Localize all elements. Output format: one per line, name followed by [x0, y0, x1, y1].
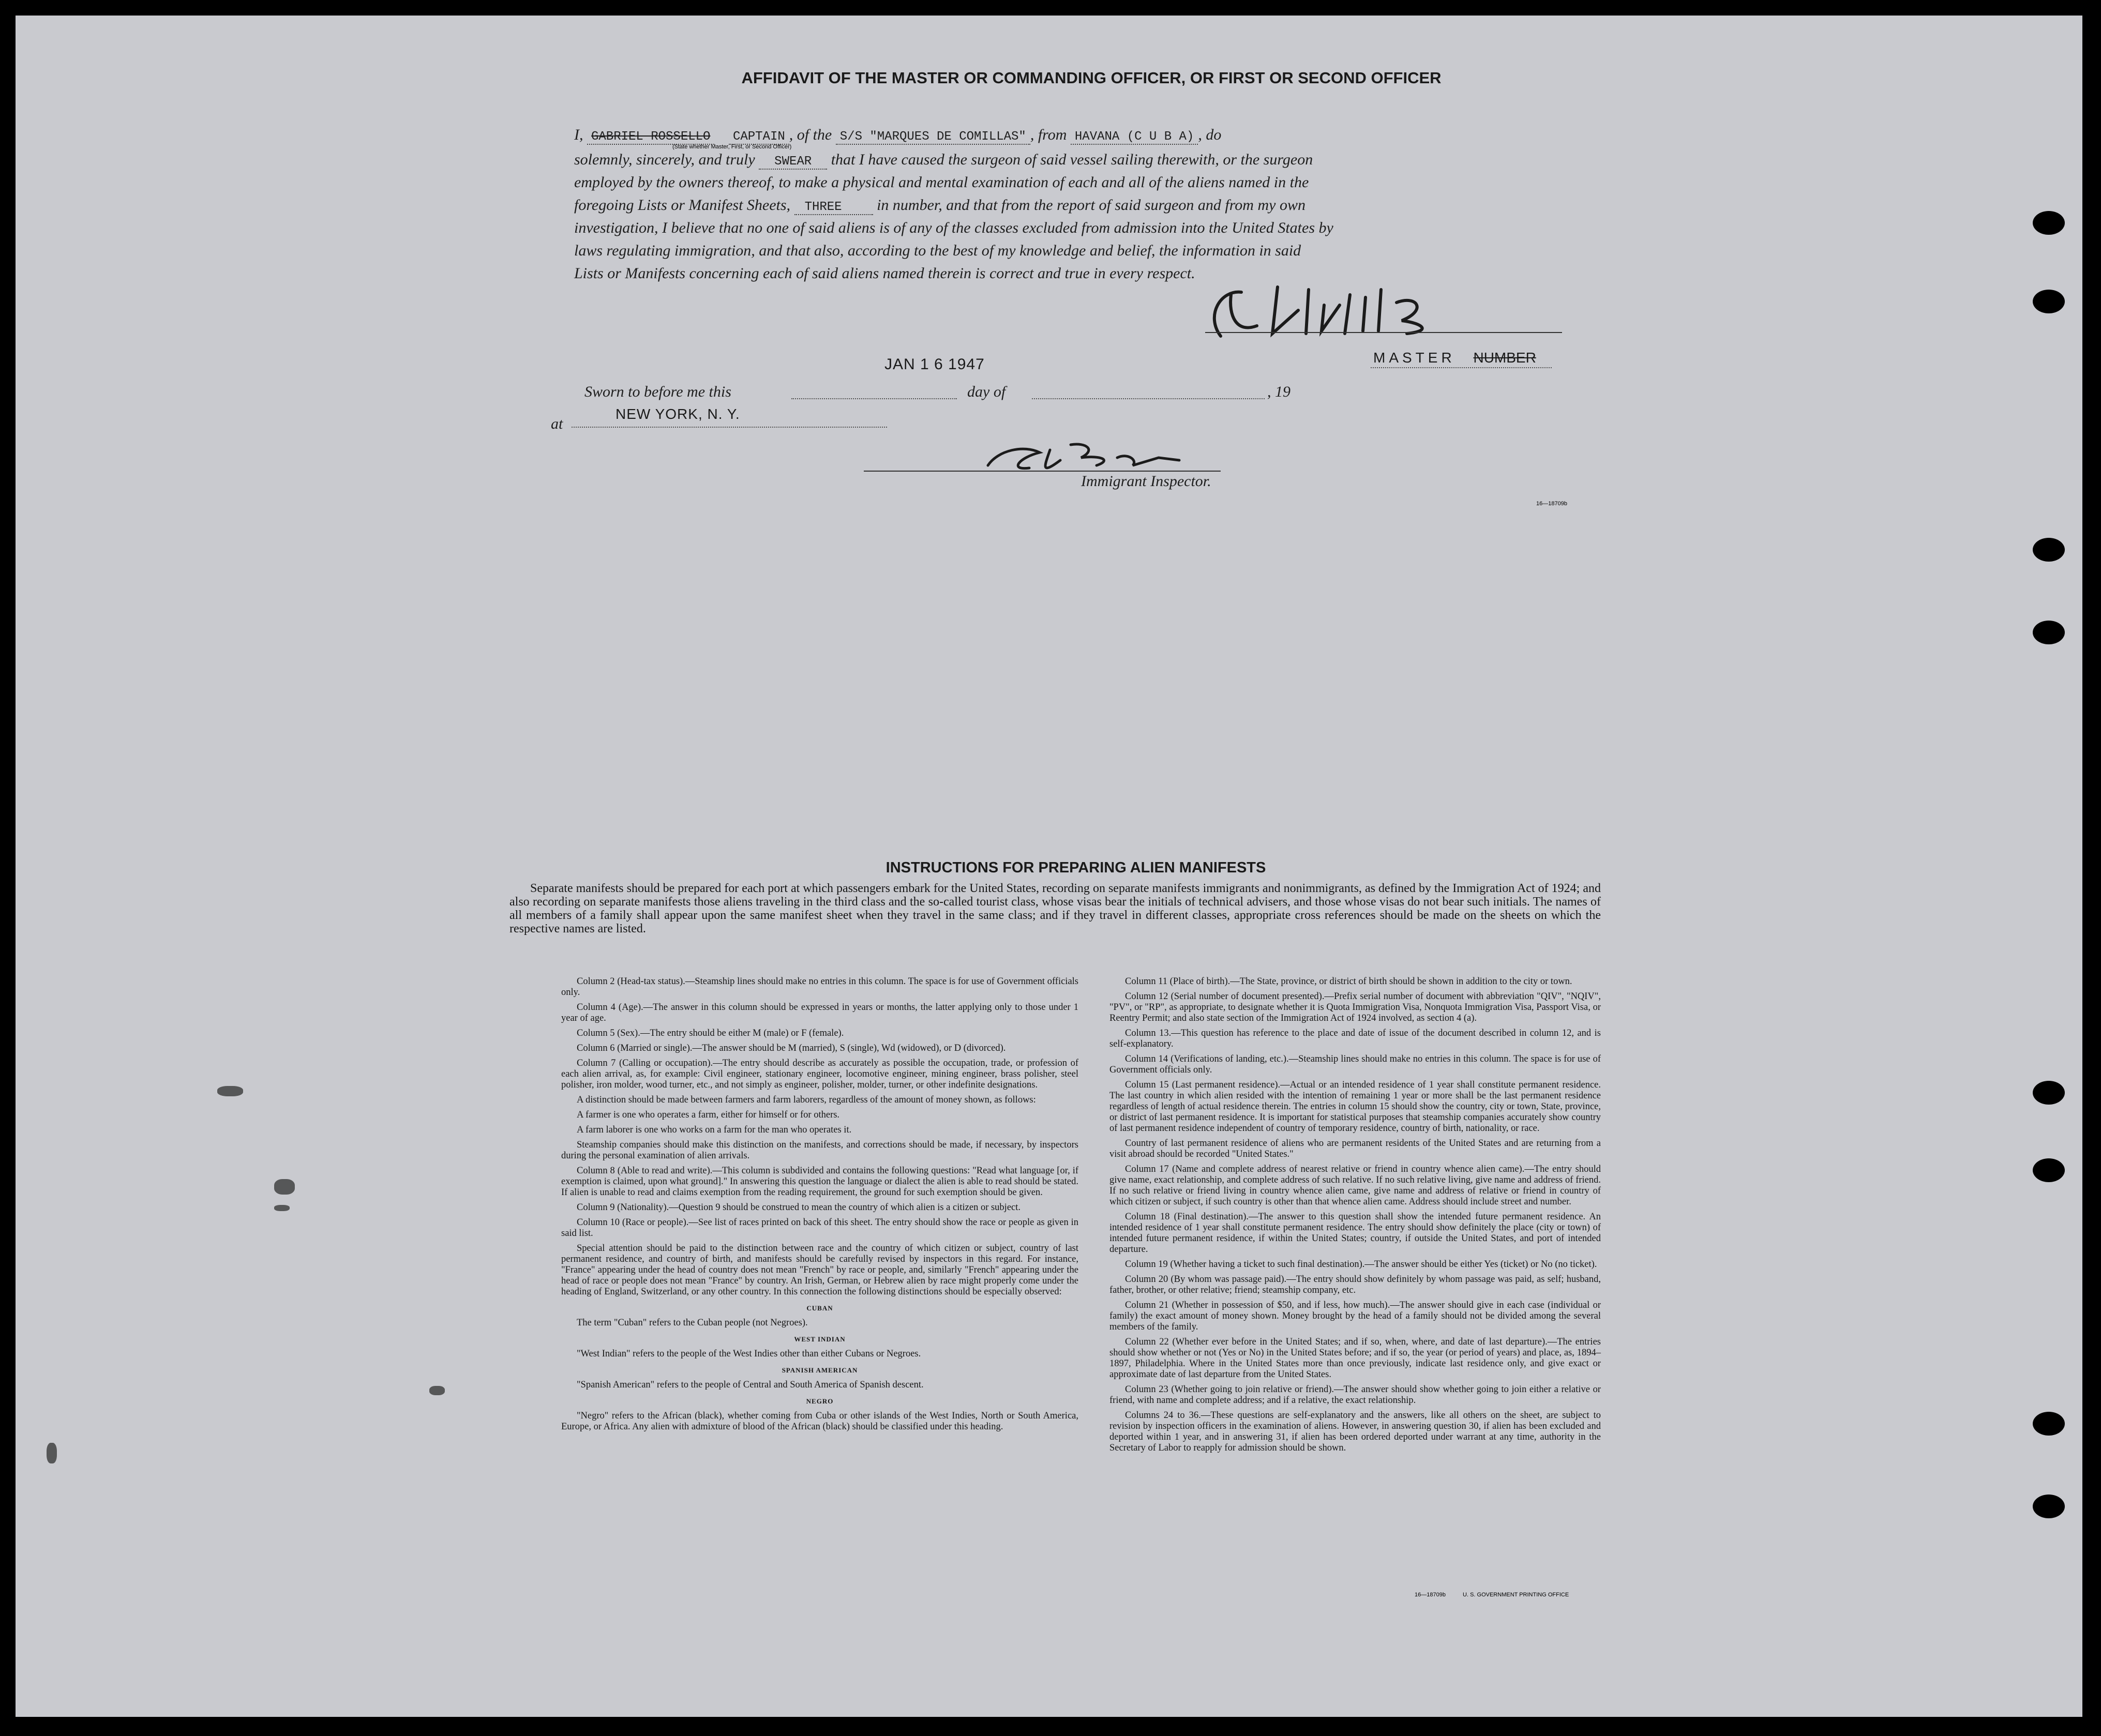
right-instruction-paragraph: Country of last permanent residence of aliens who are permanent residents of the United States and are returning from a visit abroad should be recorded "United States." [1109, 1138, 1601, 1159]
affidavit-i: I, [574, 126, 583, 143]
affidavit-line-6: laws regulating immigration, and that also, according to the best of my knowledge and belief, the information in said [574, 242, 1301, 259]
left-instruction-paragraph: A distinction should be made between farmers and farm laborers, regardless of the amount of money shown, as follows: [577, 1095, 1036, 1105]
binder-hole [2033, 538, 2065, 562]
instructions-left-column [561, 976, 1078, 1437]
master-title-line [1371, 367, 1552, 368]
binder-hole [2033, 1412, 2065, 1436]
left-instruction-paragraph: Column 5 (Sex).—The entry should be either M (male) or F (female). [577, 1028, 844, 1038]
footer-printer: U. S. GOVERNMENT PRINTING OFFICE [1463, 1592, 1569, 1598]
instructions-title: INSTRUCTIONS FOR PREPARING ALIEN MANIFESTS [886, 859, 1266, 876]
binder-hole [2033, 1081, 2065, 1105]
left-instruction-paragraph: Steamship companies should make this distinction on the manifests, and corrections should be made, if necessary, by inspectors during the personal examination of alien arrivals. [561, 1140, 1078, 1161]
binder-hole [2033, 290, 2065, 313]
officer-rank-field: CAPTAIN [729, 130, 789, 145]
binder-hole [2033, 621, 2065, 644]
rank-hint: (State whether Master, First, or Second Officer) [672, 144, 792, 150]
scan-smudge [274, 1179, 295, 1195]
document-sheet [16, 16, 2082, 1717]
left-instruction-paragraph: A farmer is one who operates a farm, either for himself or for others. [577, 1110, 840, 1120]
day-of-text: day of [967, 383, 1006, 400]
affidavit-line-2 [574, 151, 1583, 169]
race-section-heading: WEST INDIAN [794, 1335, 846, 1343]
affidavit-title: AFFIDAVIT OF THE MASTER OR COMMANDING OFFICER, OR FIRST OR SECOND OFFICER [741, 69, 1442, 87]
right-instruction-paragraph: Column 14 (Verifications of landing, etc.).—Steamship lines should make no entries in this column. The space is for use of Government officials only. [1109, 1054, 1601, 1075]
race-section-heading: CUBAN [806, 1304, 833, 1312]
affidavit-line-4 [574, 197, 1583, 214]
inspector-signature-line [864, 471, 1221, 472]
right-instruction-paragraph: Column 17 (Name and complete address of nearest relative or friend in country whence alien came).—The entry should give name, exact relationship, and complete address of such relative. If no such relative living, give name and address of friend. If no such relative or friend living in country whence alien came, give name and address of relative or friend in country of which citizen or subject, if such country is other than that whence alien came. Address should include street and number. [1109, 1164, 1601, 1207]
oath-field: SWEAR [759, 155, 827, 170]
master-overstrike: NUMBER [1473, 350, 1536, 366]
affidavit-line-4-a: foregoing Lists or Manifest Sheets, [574, 197, 791, 214]
instructions-right-column [1109, 976, 1601, 1458]
right-instruction-paragraph: Column 20 (By whom was passage paid).—The entry should show definitely by whom passage was paid, as self; husband, father, brother, or other relative; friend; steamship company, etc. [1109, 1274, 1601, 1295]
race-section-text: "West Indian" refers to the people of the West Indies other than either Cubans or Negroes. [577, 1349, 921, 1359]
affidavit-form-number: 16—18709b [1536, 501, 1567, 507]
sheet-count-field: THREE [794, 200, 873, 215]
race-section-heading: NEGRO [806, 1397, 834, 1405]
affidavit-line-1 [574, 126, 1583, 144]
right-instruction-paragraph: Column 11 (Place of birth).—The State, province, or district of birth should be shown in addition to the city or town. [1125, 976, 1572, 987]
left-instruction-paragraph: Column 6 (Married or single).—The answer should be M (married), S (single), Wd (widowed), or D (divorced). [577, 1043, 1006, 1053]
inspector-label: Immigrant Inspector. [1081, 473, 1211, 490]
departure-port-field: HAVANA (C U B A) [1071, 130, 1198, 145]
affidavit-line-4-b: in number, and that from the report of said surgeon and from my own [877, 197, 1305, 214]
affidavit-line-5: investigation, I believe that no one of said aliens is of any of the classes excluded from admission into the United States by [574, 219, 1333, 236]
left-instruction-paragraph: Column 2 (Head-tax status).—Steamship lines should make no entries in this column. The space is for use of Government officials only. [561, 976, 1078, 998]
right-instruction-paragraph: Column 12 (Serial number of document presented).—Prefix serial number of document with abbreviation "QIV", "NQIV", "PV", or "RP", as appropriate, to designate whether it is Quota Immigration Visa, Nonquota Immigration Visa, Passport Visa, or Reentry Permit; and also state section of the Immigration Act of 1924 involved, as section 4 (a). [1109, 991, 1601, 1023]
footer-form-number [1415, 1592, 1569, 1598]
race-section-text: "Spanish American" refers to the people of Central and South America of Spanish descent. [577, 1380, 924, 1390]
right-instruction-paragraph: Column 15 (Last permanent residence).—Actual or an intended residence of 1 year shall constitute permanent residence. The last country in which alien resided with the intention of remaining 1 year or more shall be the last permanent residence regardless of length of actual residence therein. The entries in column 15 should show the country, city or town, State, province, or district of last permanent residence. It is important for statistical purposes that steamship companies accurately show country of last permanent residence independent of country of temporary residence, country of birth, nationality, or race. [1109, 1080, 1601, 1134]
right-instruction-paragraph: Column 23 (Whether going to join relative or friend).—The answer should show whether going to join either a relative or friend, with name and complete address; and if a relative, the exact relationship. [1109, 1384, 1601, 1406]
sworn-month-line [1032, 398, 1265, 399]
scan-smudge [47, 1443, 57, 1463]
left-instruction-paragraph: Column 8 (Able to read and write).—This column is subdivided and contains the following questions: "Read what language [or, if exemption is claimed, upon what ground]." In answering this question the language or dialect the alien is able to read should be stated. If alien is unable to read and claims exemption from the reading requirement, the ground for such exemption should be given. [561, 1166, 1078, 1198]
left-instruction-paragraph: Column 4 (Age).—The answer in this column should be expressed in years or months, the latter applying only to those under 1 year of age. [561, 1002, 1078, 1023]
year-text: , 19 [1267, 383, 1290, 400]
affidavit-line-2-b: that I have caused the surgeon of said vessel sailing therewith, or the surgeon [831, 151, 1313, 168]
right-instruction-paragraph: Column 21 (Whether in possession of $50, and if less, how much).—The answer should give in each case (individual or family) the exact amount of money shown. Money brought by the head of a family should not be divided among the several members of the family. [1109, 1300, 1601, 1332]
left-instruction-paragraph: Column 7 (Calling or occupation).—The entry should describe as accurately as possible the occupation, trade, or profession of each alien arrival, as, for example: Civil engineer, stationary engineer, locomotive engineer, mining engineer, brass polisher, steel polisher, iron molder, wood turner, etc., and not simply as engineer, polisher, molder, turner, or other indefinite designations. [561, 1058, 1078, 1090]
sworn-text: Sworn to before me this [584, 383, 731, 400]
affidavit-line-3: employed by the owners thereof, to make a physical and mental examination of each and all of the aliens named in the [574, 174, 1309, 191]
right-instruction-paragraph: Column 18 (Final destination).—The answer to this question shall show the intended future permanent residence. An intended residence of 1 year shall constitute permanent residence. The entry should show definitely the place (city or town) of intended future permanent residence, if within the United States; country, if outside the United States, and port of intended departure. [1109, 1212, 1601, 1255]
left-instruction-paragraph: A farm laborer is one who works on a farm for the man who operates it. [577, 1125, 852, 1135]
affidavit-line-7: Lists or Manifests concerning each of said aliens named therein is correct and true in every respect. [574, 265, 1195, 282]
vessel-name-field: S/S "MARQUES DE COMILLAS" [836, 130, 1030, 145]
instructions-intro-text: Separate manifests should be prepared for each port at which passengers embark for the United States, recording on separate manifests immigrants and nonimmigrants, as defined by the Immigration Act of 1924; and also recording on separate manifests those aliens traveling in the third class and the so-called tourist class, whose visas bear the initials of technical advisers, and those whose visas do not bear such initials. The names of all members of a family shall appear upon the same manifest sheet when they travel in the same class; and if they travel in different classes, appropriate cross references should be made on the sheets on which the respective names are listed. [509, 882, 1601, 935]
right-instruction-paragraph: Columns 24 to 36.—These questions are self-explanatory and the answers, like all others on the sheet, are subject to revision by inspection officers in the examination of aliens. However, in answering question 30, if alien has been excluded and deported within 1 year, and in answering 31, if alien has been ordered deported under warrant at any time, authority in the Secretary of Labor to reapply for admission should be shown. [1109, 1410, 1601, 1453]
master-signature [1200, 274, 1562, 346]
master-signature-line [1205, 332, 1562, 333]
from-text: , from [1030, 126, 1067, 143]
right-instruction-paragraph: Column 22 (Whether ever before in the United States; and if so, when, where, and date of last departure).—The entries should show whether or not (Yes or No) in the United States before; and if so, the year (or period of years) and place, as, 1894–1897, Philadelphia. Where in the United States more than once previously, indicate last residence only, and give exact or approximate date of last departure from the United States. [1109, 1337, 1601, 1380]
binder-hole [2033, 211, 2065, 235]
officer-name-field: GABRIEL ROSSELLO [587, 130, 714, 145]
race-section-text: "Negro" refers to the African (black), whether coming from Cuba or other islands of the West Indies, North or South America, Europe, or Africa. Any alien with admixture of blood of the African (black) should be classified under this heading. [561, 1411, 1078, 1432]
footer-form-number-text: 16—18709b [1415, 1592, 1446, 1598]
date-stamp: JAN 1 6 1947 [884, 356, 985, 373]
race-section-text: The term "Cuban" refers to the Cuban people (not Negroes). [577, 1318, 808, 1328]
sworn-day-line [791, 398, 957, 399]
binder-hole [2033, 1158, 2065, 1182]
sworn-place-line [572, 427, 887, 428]
left-instruction-paragraph: Special attention should be paid to the distinction between race and the country of which citizen or subject, country of last permanent residence, and country of birth, and manifests should be carefully revised by inspectors in this regard. For instance, "France" appearing under the head of country does not mean "French" by race or people, and, similarly "French" appearing under the head of race or people does not mean "France" by country. An Irish, German, or Hebrew alien by race might properly come under the heading of England, Switzerland, or any other country. In this connection the following distinctions should be especially observed: [561, 1243, 1078, 1297]
left-instruction-paragraph: Column 10 (Race or people).—See list of races printed on back of this sheet. The entry should show the race or people as given in said list. [561, 1217, 1078, 1239]
at-text: at [551, 415, 563, 432]
master-title-stamp [1373, 350, 1536, 366]
right-instruction-paragraph: Column 19 (Whether having a ticket to such final destination).—The answer should be either Yes (ticket) or No (no ticket). [1125, 1259, 1597, 1270]
of-the-text: , of the [789, 126, 832, 143]
right-instruction-paragraph: Column 13.—This question has reference to the place and date of issue of the document described in column 12, and is self-explanatory. [1109, 1028, 1601, 1049]
scan-smudge [429, 1386, 445, 1395]
master-label: MASTER [1373, 350, 1455, 366]
instructions-intro [509, 882, 1601, 935]
do-text: , do [1198, 126, 1222, 143]
affidavit-line-2-a: solemnly, sincerely, and truly [574, 151, 755, 168]
scan-smudge [274, 1205, 290, 1211]
sworn-place: NEW YORK, N. Y. [616, 406, 740, 422]
scan-smudge [217, 1086, 243, 1096]
race-section-heading: SPANISH AMERICAN [782, 1366, 858, 1374]
left-instruction-paragraph: Column 9 (Nationality).—Question 9 should be construed to mean the country of which alien is a citizen or subject. [577, 1202, 1021, 1213]
binder-hole [2033, 1495, 2065, 1518]
